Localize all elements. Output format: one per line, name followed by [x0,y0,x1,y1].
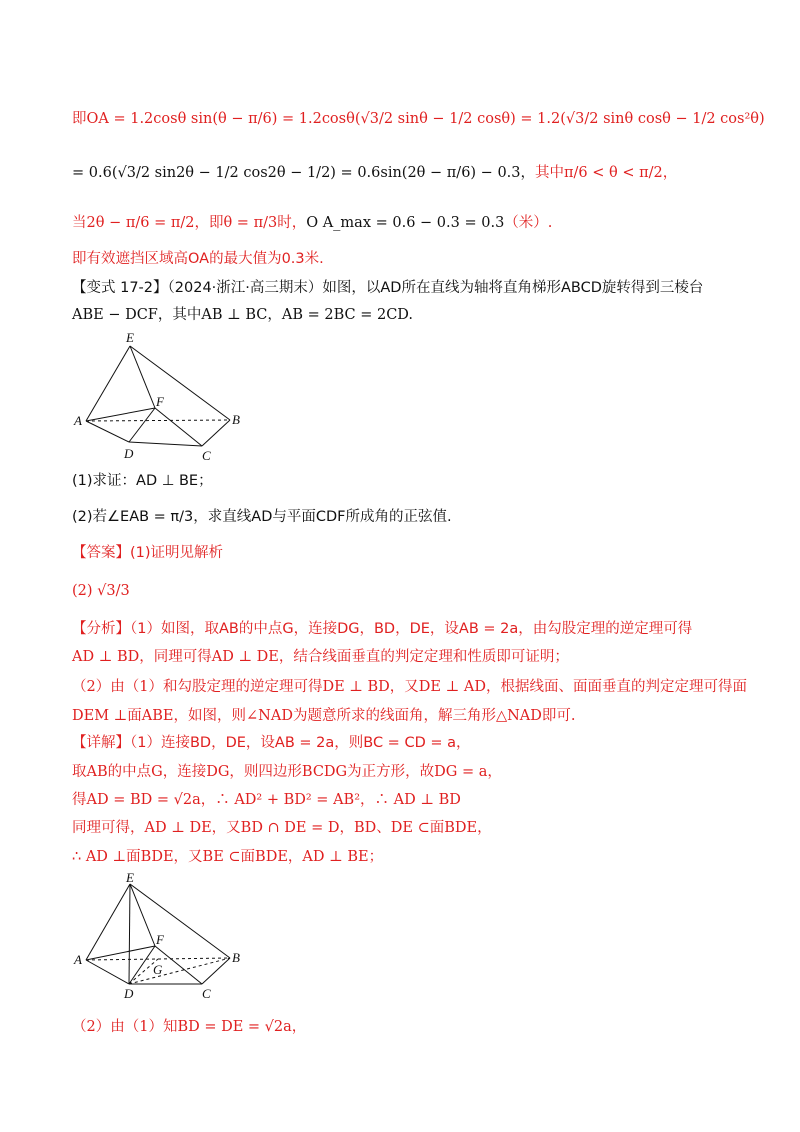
figure-1 [72,328,252,464]
analysis-2: AD ⊥ BD，同理可得AD ⊥ DE，结合线面垂直的判定定理和性质即可证明； [72,649,569,665]
fig2-label-C: C [202,986,211,1001]
fig2-label-A: A [74,952,82,967]
fig2-label-G: G [153,962,163,977]
problem-heading: 【变式 17-2】（2024·浙江·高三期末）如图，以AD所在直线为轴将直角梯形ABCD旋转得到三棱台 [72,280,704,296]
question-2: (2)若∠EAB = π/3，求直线AD与平面CDF所成角的正弦值. [72,509,452,525]
analysis-3: （2）由（1）和勾股定理的逆定理可得DE ⊥ BD，又DE ⊥ AD，根据线面、面面垂直的判定定理可得面 [72,679,747,695]
eq-line-3-value: O A_max = 0.6 − 0.3 = 0.3 [306,215,505,231]
fig1-label-D: D [124,446,134,461]
eq-line-2-main: = 0.6(√3/2 sin2θ − 1/2 cos2θ − 1/2) = 0.6sin(2θ − π/6) − 0.3， [72,165,536,181]
fig1-label-F: F [156,394,164,409]
fig1-label-A: A [74,413,82,428]
answer-1: 【答案】(1)证明见解析 [72,545,224,561]
eq-line-1: 即OA = 1.2cosθ sin(θ − π/6) = 1.2cosθ(√3/2 sinθ − 1/2 cosθ) = 1.2(√3/2 sinθ cosθ − 1/2 cos²θ) [72,111,765,127]
detail-3: 得AD = BD = √2a，∴ AD² + BD² = AB²，∴ AD ⊥ BD [72,792,461,808]
fig2-label-F: F [156,932,164,947]
detail-1: 【详解】（1）连接BD，DE，设AB = 2a，则BC = CD = a， [72,735,471,751]
problem-condition: ABE − DCF，其中AB ⊥ BC，AB = 2BC = 2CD. [72,307,414,323]
conclusion-line: 即有效遮挡区域高OA的最大值为0.3米. [72,251,324,267]
fig2-label-B: B [232,950,240,965]
detail-4: 同理可得，AD ⊥ DE，又BD ∩ DE = D，BD、DE ⊂面BDE， [72,820,492,836]
detail-5: ∴ AD ⊥面BDE，又BE ⊂面BDE，AD ⊥ BE； [72,849,384,865]
detail-6: （2）由（1）知BD = DE = √2a， [72,1019,307,1035]
eq-line-2-range: 其中π/6 < θ < π/2， [535,165,678,181]
fig1-label-E: E [126,330,134,345]
eq-line-2 [72,162,677,184]
analysis-4: DEM ⊥面ABE，如图，则∠NAD为题意所求的线面角，解三角形△NAD即可. [72,708,576,724]
eq-line-3 [72,212,552,234]
eq-line-3-cond: 当2θ − π/6 = π/2，即θ = π/3时， [72,215,307,231]
question-1: (1)求证：AD ⊥ BE； [72,473,213,489]
fig2-label-E: E [126,870,134,885]
detail-2: 取AB的中点G，连接DG，则四边形BCDG为正方形，故DG = a， [72,764,502,780]
fig2-label-D: D [124,986,134,1001]
analysis-1: 【分析】（1）如图，取AB的中点G，连接DG，BD，DE，设AB = 2a，由勾股定理的逆定理可得 [72,621,693,637]
answer-2: (2) √3/3 [72,583,130,599]
eq-line-3-unit: （米）. [504,215,553,231]
figure-2 [72,870,252,1006]
fig1-label-C: C [202,448,211,463]
fig1-label-B: B [232,412,240,427]
